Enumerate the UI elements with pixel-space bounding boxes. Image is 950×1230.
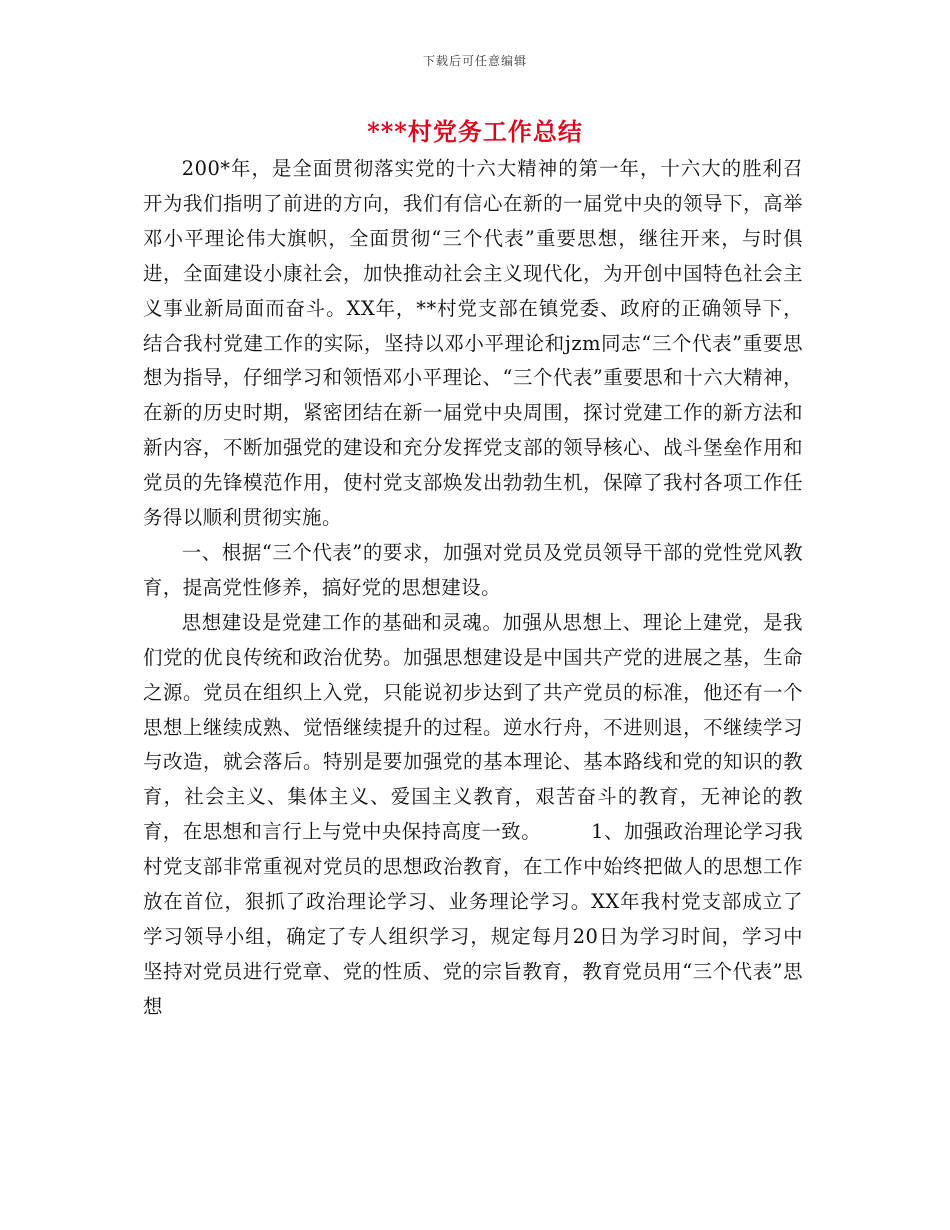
paragraph-ideological-building: 思想建设是党建工作的基础和灵魂。加强从思想上、理论上建党，是我们党的优良传统和政治优势。加强思想建设是中国共产党的进展之基，生命之源。党员在组织上入党，只能说初步达到了共产党员的标准，他还有一个思想上继续成熟、觉悟继续提升的过程。逆水行舟，不进则退，不继续学习与改造，就会落后。特别是要加强党的基本理论、基本路线和党的知识的教育，社会主义、集体主义、爱国主义教育，艰苦奋斗的教育，无神论的教育，在思想和言行上与党中央保持高度一致。 1、加强政治理论学习我村党支部非常重视对党员的思想政治教育，在工作中始终把做人的思想工作放在首位，狠抓了政治理论学习、业务理论学习。XX年我村党支部成立了学习领导小组，确定了专人组织学习，规定每月20日为学习时间，学习中坚持对党员进行党章、党的性质、党的宗旨教育，教育党员用“三个代表”思想 bbox=[143, 610, 803, 1018]
document-title: ***村党务工作总结 bbox=[367, 117, 583, 146]
document-body bbox=[143, 152, 803, 1025]
header-note: 下载后可任意编辑 bbox=[422, 54, 527, 68]
paragraph-section-one-heading: 一、根据“三个代表”的要求，加强对党员及党员领导干部的党性党风教育，提高党性修养，搞好党的思想建设。 bbox=[143, 540, 803, 599]
paragraph-intro: 200*年，是全面贯彻落实党的十六大精神的第一年，十六大的胜利召开为我们指明了前进的方向，我们有信心在新的一届党中央的领导下，高举邓小平理论伟大旗帜，全面贯彻“三个代表”重要思想，继往开来，与时俱进，全面建设小康社会，加快推动社会主义现代化，为开创中国特色社会主义事业新局面而奋斗。XX年，**村党支部在镇党委、政府的正确领导下，结合我村党建工作的实际，坚持以邓小平理论和jzm同志“三个代表”重要思想为指导，仔细学习和领悟邓小平理论、“三个代表”重要思和十六大精神，在新的历史时期，紧密团结在新一届党中央周围，探讨党建工作的新方法和新内容，不断加强党的建设和充分发挥党支部的领导核心、战斗堡垒作用和党员的先锋模范作用，使村党支部焕发出勃勃生机，保障了我村各项工作任务得以顺利贯彻实施。 bbox=[143, 157, 803, 530]
